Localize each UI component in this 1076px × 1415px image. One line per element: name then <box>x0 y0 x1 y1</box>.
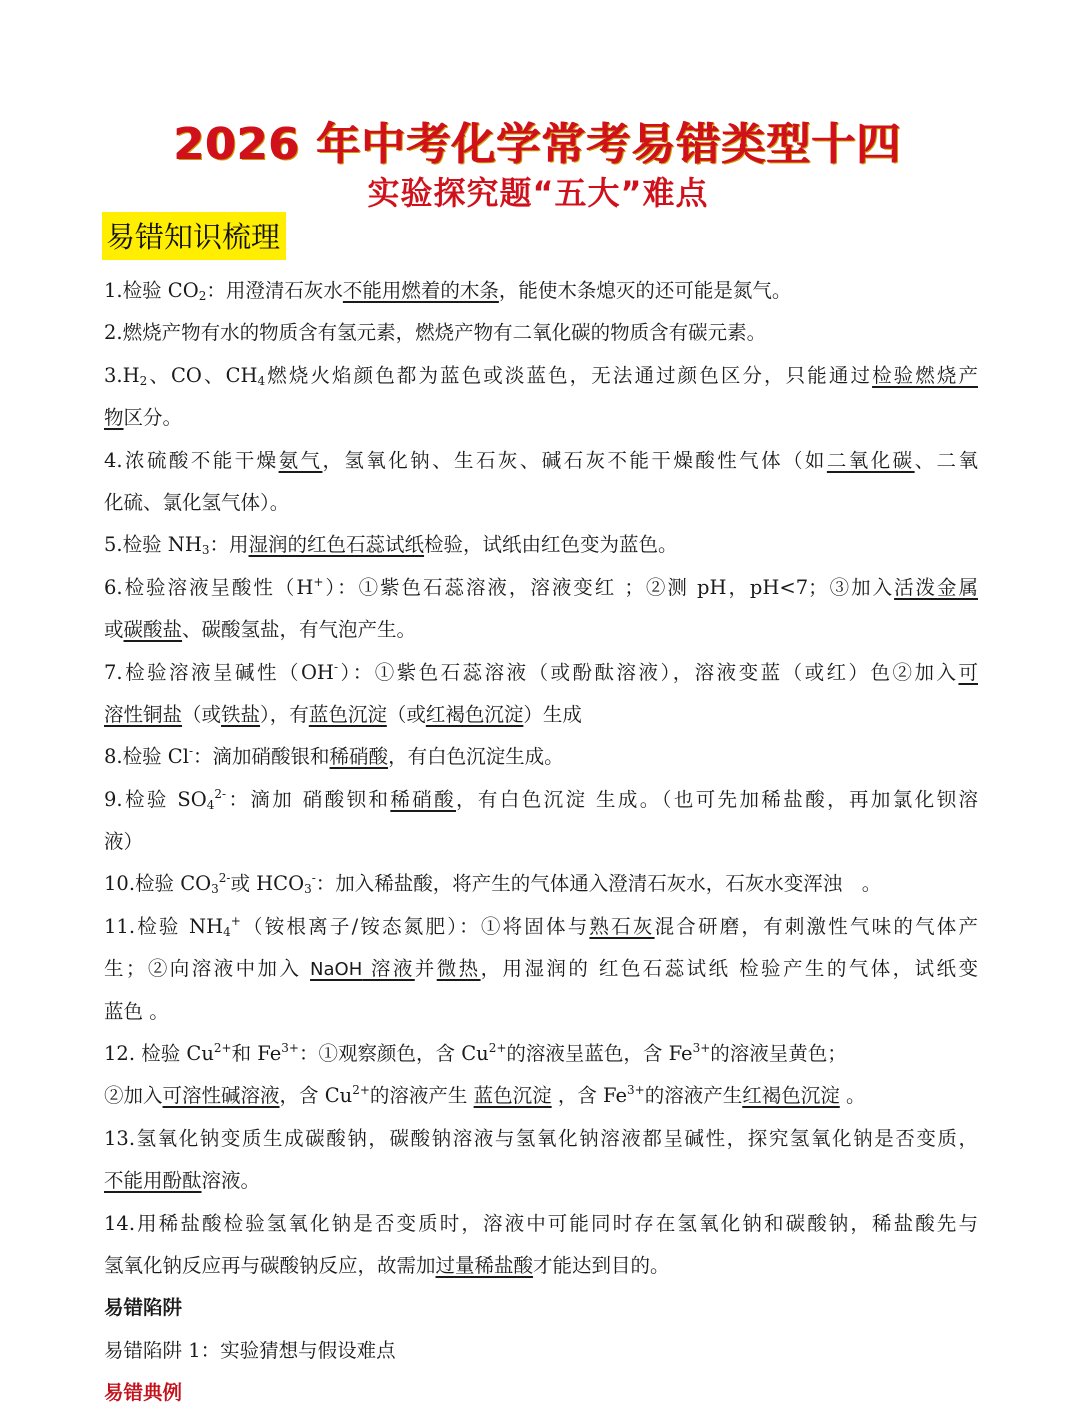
list-item-11-cont: 生；②向溶液中加入 NaOH 溶液并微热，用湿润的 红色石蕊试纸 检验产生的气体，试纸变 <box>104 957 978 981</box>
list-item-7: 7.检验溶液呈碱性（OH-）：①紫色石蕊溶液（或酚酞溶液），溶液变蓝（或红）色②加入可 <box>104 659 978 684</box>
section-heading: 易错知识梳理 <box>102 212 286 260</box>
list-item-11: 11.检验 $NH_4^+$（铵根离子/铵态氮肥）：①将固体与熟石灰混合研磨，有刺激性气味的气体产 <box>104 913 978 939</box>
list-item-9-cont: 液） <box>104 830 144 854</box>
list-item-3: $3.H_2$、CO、$CH_4$燃烧火焰颜色都为蓝色或淡蓝色，无法通过颜色区分，只能通过检验燃烧产 <box>104 363 978 388</box>
list-item-14: 14.用稀盐酸检验氢氧化钠是否变质时，溶液中可能同时存在氢氧化钠和碳酸钠，稀盐酸先与 <box>104 1211 978 1235</box>
list-item-1: 1.检验 $CO_2$：用澄清石灰水不能用燃着的木条，能使木条熄灭的还可能是氮气。 <box>104 279 792 303</box>
list-item-7-cont: 溶性铜盐（或铁盐），有蓝色沉淀（或红褐色沉淀）生成 <box>104 702 582 726</box>
knowledge-list <box>104 270 978 1415</box>
list-item-13-cont: 不能用酚酞溶液。 <box>104 1169 261 1193</box>
page-subtitle: 实验探究题“五大”难点 <box>367 174 709 212</box>
example-heading: 易错典例 <box>104 1381 183 1405</box>
list-item-14-cont: 氢氧化钠反应再与碳酸钠反应，故需加过量稀盐酸才能达到目的。 <box>104 1253 670 1277</box>
page-title: 2026 年中考化学常考易错类型十四 <box>174 119 902 170</box>
list-item-5: 5.检验 $NH_3$：用湿润的红色石蕊试纸检验，试纸由红色变为蓝色。 <box>104 533 678 558</box>
list-item-11-cont2: 蓝色 。 <box>104 999 169 1023</box>
list-item-10: 10.检验 $CO_3^{2-}$或 $HCO_3^-$：加入稀盐酸，将产生的气体通入澄清石灰水，石灰水变浑浊 。 <box>104 871 882 897</box>
list-item-6-cont: 或碳酸盐、碳酸氢盐，有气泡产生。 <box>104 618 417 642</box>
list-item-12: 12. 检验 $Cu^{2+}$和 $Fe^{3+}$：①观察颜色，含 $Cu^{2+}$的溶液呈蓝色，含 $Fe^{3+}$的溶液呈黄色； <box>104 1041 847 1066</box>
list-item-12-cont: ②加入可溶性碱溶液，含 $Cu^{2+}$的溶液产生 蓝色沉淀 ，含 $Fe^{3+}$的溶液产生红褐色沉淀 。 <box>104 1083 866 1108</box>
list-item-6: 6.检验溶液呈酸性（H+）：①紫色石蕊溶液，溶液变红 ；②测 pH，pH<7；③加入活泼金属 <box>104 574 978 599</box>
list-item-4: 4.浓硫酸不能干燥氨气，氢氧化钠、生石灰、碱石灰不能干燥酸性气体（如二氧化碳、二氧 <box>104 448 978 472</box>
list-item-3-cont: 物区分。 <box>104 406 183 430</box>
list-item-9: 9.检验 $SO_4^{2-}$：滴加 硝酸钡和稀硝酸，有白色沉淀 生成。（也可先加稀盐酸，再加氯化钡溶 <box>104 786 978 812</box>
list-item-13: 13.氢氧化钠变质生成碳酸钠，碳酸钠溶液与氢氧化钠溶液都呈碱性，探究氢氧化钠是否变质， <box>104 1126 978 1150</box>
list-item-8: 8.检验 Cl-：滴加硝酸银和稀硝酸，有白色沉淀生成。 <box>104 744 564 769</box>
list-item-2: 2.燃烧产物有水的物质含有氢元素，燃烧产物有二氧化碳的物质含有碳元素。 <box>104 321 767 345</box>
list-item-4-cont: 化硫、氯化氢气体）。 <box>104 490 290 514</box>
trap-heading: 易错陷阱 <box>104 1296 183 1320</box>
trap-1: 易错陷阱 1：实验猜想与假设难点 <box>104 1338 396 1362</box>
